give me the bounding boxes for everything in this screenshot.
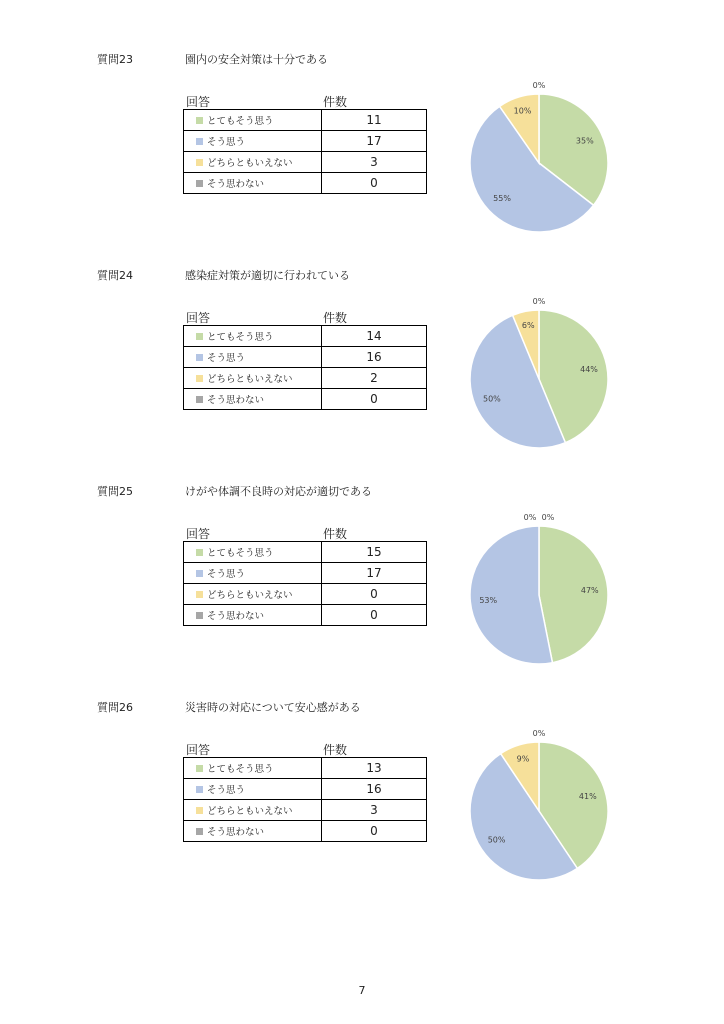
answer-label: どちらともいえない	[207, 158, 293, 169]
answer-count: 0	[322, 173, 427, 194]
table-row	[184, 758, 427, 779]
pie-data-label: 44%	[580, 365, 598, 375]
legend-swatch	[196, 333, 203, 340]
answer-count: 16	[322, 347, 427, 368]
answer-label: どちらともいえない	[207, 590, 293, 601]
answer-count: 17	[322, 131, 427, 152]
table-row	[184, 605, 427, 626]
pie-data-label: 55%	[493, 194, 511, 204]
pie-data-label: 41%	[578, 792, 597, 802]
legend-swatch	[196, 549, 203, 556]
answer-header: 回答	[186, 95, 211, 109]
count-header: 件数	[323, 527, 348, 541]
pie-chart	[455, 483, 625, 643]
answer-count: 15	[322, 542, 427, 563]
legend-swatch	[196, 765, 203, 772]
pie-data-label: 9%	[516, 754, 530, 764]
answer-count: 14	[322, 326, 427, 347]
question-section-26	[0, 699, 724, 915]
answer-count: 0	[322, 389, 427, 410]
answer-label: そう思う	[207, 569, 246, 580]
table-row	[184, 821, 427, 842]
answer-header: 回答	[186, 311, 211, 325]
pie-data-label: 6%	[521, 321, 535, 331]
pie-data-label: 10%	[513, 106, 532, 116]
pie-chart	[455, 267, 625, 427]
pie-data-label: 50%	[482, 394, 501, 404]
answer-table	[183, 541, 427, 626]
answer-count: 17	[322, 563, 427, 584]
table-row	[184, 800, 427, 821]
table-row	[184, 779, 427, 800]
answer-label: とてもそう思う	[207, 764, 274, 775]
legend-swatch	[196, 570, 203, 577]
legend-swatch	[196, 396, 203, 403]
legend-swatch	[196, 354, 203, 361]
pie-data-label: 0%	[523, 513, 537, 522]
legend-swatch	[196, 375, 203, 382]
question-section-25	[0, 483, 724, 699]
count-header: 件数	[323, 743, 348, 757]
legend-swatch	[196, 159, 203, 166]
page-number: 7	[358, 984, 366, 997]
answer-count: 3	[322, 152, 427, 173]
pie-data-label: 0%	[541, 513, 555, 522]
answer-label: どちらともいえない	[207, 806, 293, 817]
table-row	[184, 173, 427, 194]
table-row	[184, 563, 427, 584]
answer-label: そう思わない	[207, 179, 265, 190]
table-row	[184, 347, 427, 368]
legend-swatch	[196, 828, 203, 835]
pie-chart	[455, 51, 625, 211]
answer-label: そう思わない	[207, 611, 265, 622]
table-row	[184, 110, 427, 131]
answer-count: 3	[322, 800, 427, 821]
legend-swatch	[196, 612, 203, 619]
question-number: 質問26	[97, 701, 133, 714]
answer-label: そう思わない	[207, 395, 265, 406]
table-row	[184, 368, 427, 389]
question-number: 質問25	[97, 485, 133, 498]
answer-count: 11	[322, 110, 427, 131]
answer-table	[183, 109, 427, 194]
answer-label: とてもそう思う	[207, 548, 274, 559]
question-section-23	[0, 51, 724, 267]
answer-table	[183, 757, 427, 842]
legend-swatch	[196, 591, 203, 598]
answer-label: どちらともいえない	[207, 374, 293, 385]
question-number: 質問24	[97, 269, 133, 282]
answer-label: とてもそう思う	[207, 116, 274, 127]
question-number: 質問23	[97, 53, 133, 66]
answer-label: そう思う	[207, 137, 246, 148]
answer-label: そう思わない	[207, 827, 265, 838]
table-row	[184, 131, 427, 152]
question-text: 感染症対策が適切に行われている	[185, 269, 350, 282]
table-row	[184, 542, 427, 563]
legend-swatch	[196, 807, 203, 814]
legend-swatch	[196, 117, 203, 124]
answer-header: 回答	[186, 527, 211, 541]
pie-data-label: 0%	[532, 297, 546, 306]
legend-swatch	[196, 138, 203, 145]
table-row	[184, 152, 427, 173]
pie-data-label: 50%	[487, 835, 506, 845]
answer-label: そう思う	[207, 785, 246, 796]
answer-count: 0	[322, 821, 427, 842]
pie-data-label: 0%	[532, 729, 546, 738]
table-row	[184, 389, 427, 410]
answer-header: 回答	[186, 743, 211, 757]
question-section-24	[0, 267, 724, 483]
pie-data-label: 0%	[532, 81, 546, 90]
answer-count: 0	[322, 605, 427, 626]
count-header: 件数	[323, 311, 348, 325]
table-row	[184, 326, 427, 347]
answer-table	[183, 325, 427, 410]
count-header: 件数	[323, 95, 348, 109]
question-text: 園内の安全対策は十分である	[185, 53, 328, 66]
answer-count: 2	[322, 368, 427, 389]
pie-chart	[455, 699, 625, 859]
legend-swatch	[196, 180, 203, 187]
pie-data-label: 35%	[575, 136, 594, 146]
answer-label: そう思う	[207, 353, 246, 364]
answer-count: 0	[322, 584, 427, 605]
question-text: けがや体調不良時の対応が適切である	[185, 485, 372, 498]
pie-data-label: 53%	[479, 595, 498, 605]
answer-label: とてもそう思う	[207, 332, 274, 343]
pie-data-label: 47%	[580, 586, 599, 596]
answer-count: 16	[322, 779, 427, 800]
table-row	[184, 584, 427, 605]
legend-swatch	[196, 786, 203, 793]
question-text: 災害時の対応について安心感がある	[185, 701, 361, 714]
answer-count: 13	[322, 758, 427, 779]
